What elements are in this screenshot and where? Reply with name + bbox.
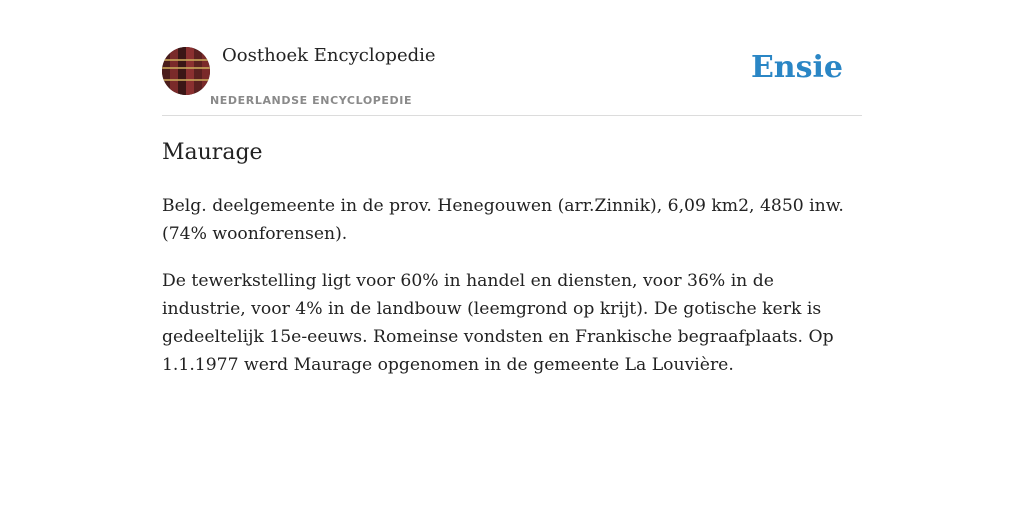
brand-logo[interactable]: Ensie (750, 50, 843, 85)
site-subtitle: NEDERLANDSE ENCYCLOPEDIE (210, 94, 413, 107)
books-icon[interactable] (162, 47, 210, 95)
site-title[interactable]: Oosthoek Encyclopedie (222, 45, 436, 66)
page (162, 0, 862, 375)
article-paragraph: Belg. deelgemeente in de prov. Henegouwen (arr.Zinnik), 6,09 km2, 4850 inw. (74% woonforensen). (162, 196, 844, 244)
article-paragraph: De tewerkstelling ligt voor 60% in handel en diensten, voor 36% in de industrie, voor 4% in de landbouw (leemgrond op krijt). De gotische kerk is gedeeltelijk 15e-eeuws. Romeinse vondsten en Frankische begraafplaats. Op 1.1.1977 werd Maurage opgenomen in de gemeente La Louvière. (162, 271, 834, 375)
site-header (162, 0, 862, 116)
article-title: Maurage (162, 140, 263, 165)
article-body (162, 192, 862, 398)
